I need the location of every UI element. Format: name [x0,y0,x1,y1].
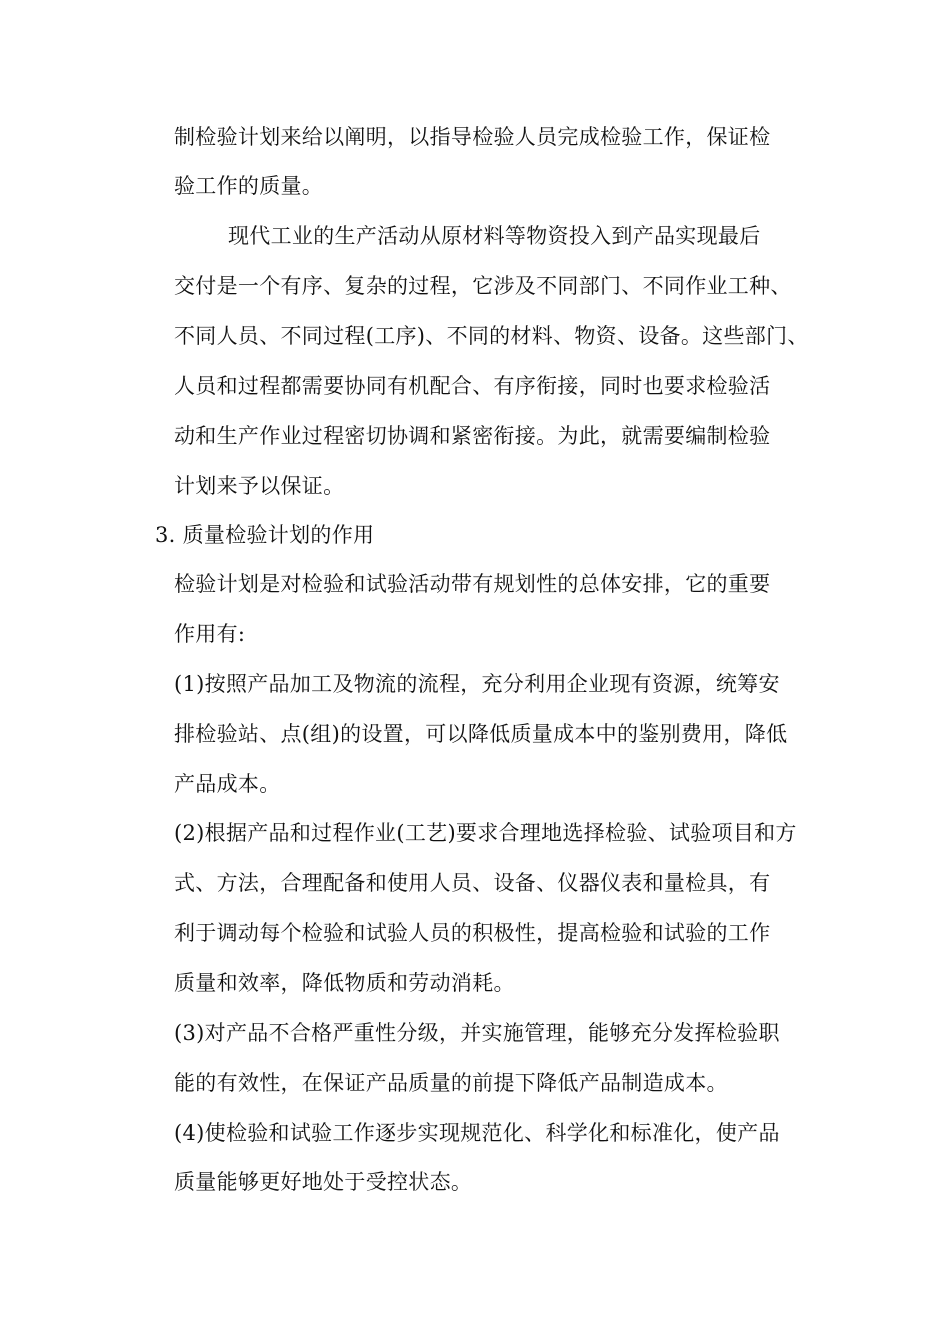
item-3-line-2: 能的有效性，在保证产品质量的前提下降低产品制造成本。 [174,1071,728,1095]
item-2-line-4: 质量和效率，降低物质和劳动消耗。 [174,971,515,995]
item-2-line-2: 式、方法，合理配备和使用人员、设备、仪器仪表和量检具，有 [174,871,771,895]
paragraph-2-line-6: 计划来予以保证。 [174,474,345,498]
paragraph-3-line-2: 作用有: [174,622,246,646]
paragraph-1-line-1: 制检验计划来给以阐明，以指导检验人员完成检验工作，保证检 [174,125,771,149]
item-3-line-1: (3)对产品不合格严重性分级，并实施管理，能够充分发挥检验职 [174,1021,780,1045]
paragraph-2-line-2: 交付是一个有序、复杂的过程，它涉及不同部门、不同作业工种、 [174,274,792,298]
item-1-line-2: 排检验站、点(组)的设置，可以降低质量成本中的鉴别费用，降低 [174,722,788,746]
paragraph-1-line-2: 验工作的质量。 [174,174,324,198]
item-2-line-3: 利于调动每个检验和试验人员的积极性，提高检验和试验的工作 [174,921,771,945]
item-1-line-3: 产品成本。 [174,772,281,796]
section-heading: 3. 质量检验计划的作用 [155,523,375,547]
item-1-line-1: (1)按照产品加工及物流的流程，充分利用企业现有资源，统筹安 [174,672,780,696]
item-4-line-2: 质量能够更好地处于受控状态。 [174,1170,473,1194]
paragraph-3-line-1: 检验计划是对检验和试验活动带有规划性的总体安排，它的重要 [174,572,771,596]
paragraph-2-line-3: 不同人员、不同过程(工序)、不同的材料、物资、设备。这些部门、 [174,324,809,348]
item-2-line-1: (2)根据产品和过程作业(工艺)要求合理地选择检验、试验项目和方 [174,821,797,845]
paragraph-2-line-5: 动和生产作业过程密切协调和紧密衔接。为此，就需要编制检验 [174,424,771,448]
paragraph-2-line-4: 人员和过程都需要协同有机配合、有序衔接，同时也要求检验活 [174,374,771,398]
paragraph-2-line-1: 现代工业的生产活动从原材料等物资投入到产品实现最后 [228,224,761,248]
item-4-line-1: (4)使检验和试验工作逐步实现规范化、科学化和标准化，使产品 [174,1121,780,1145]
